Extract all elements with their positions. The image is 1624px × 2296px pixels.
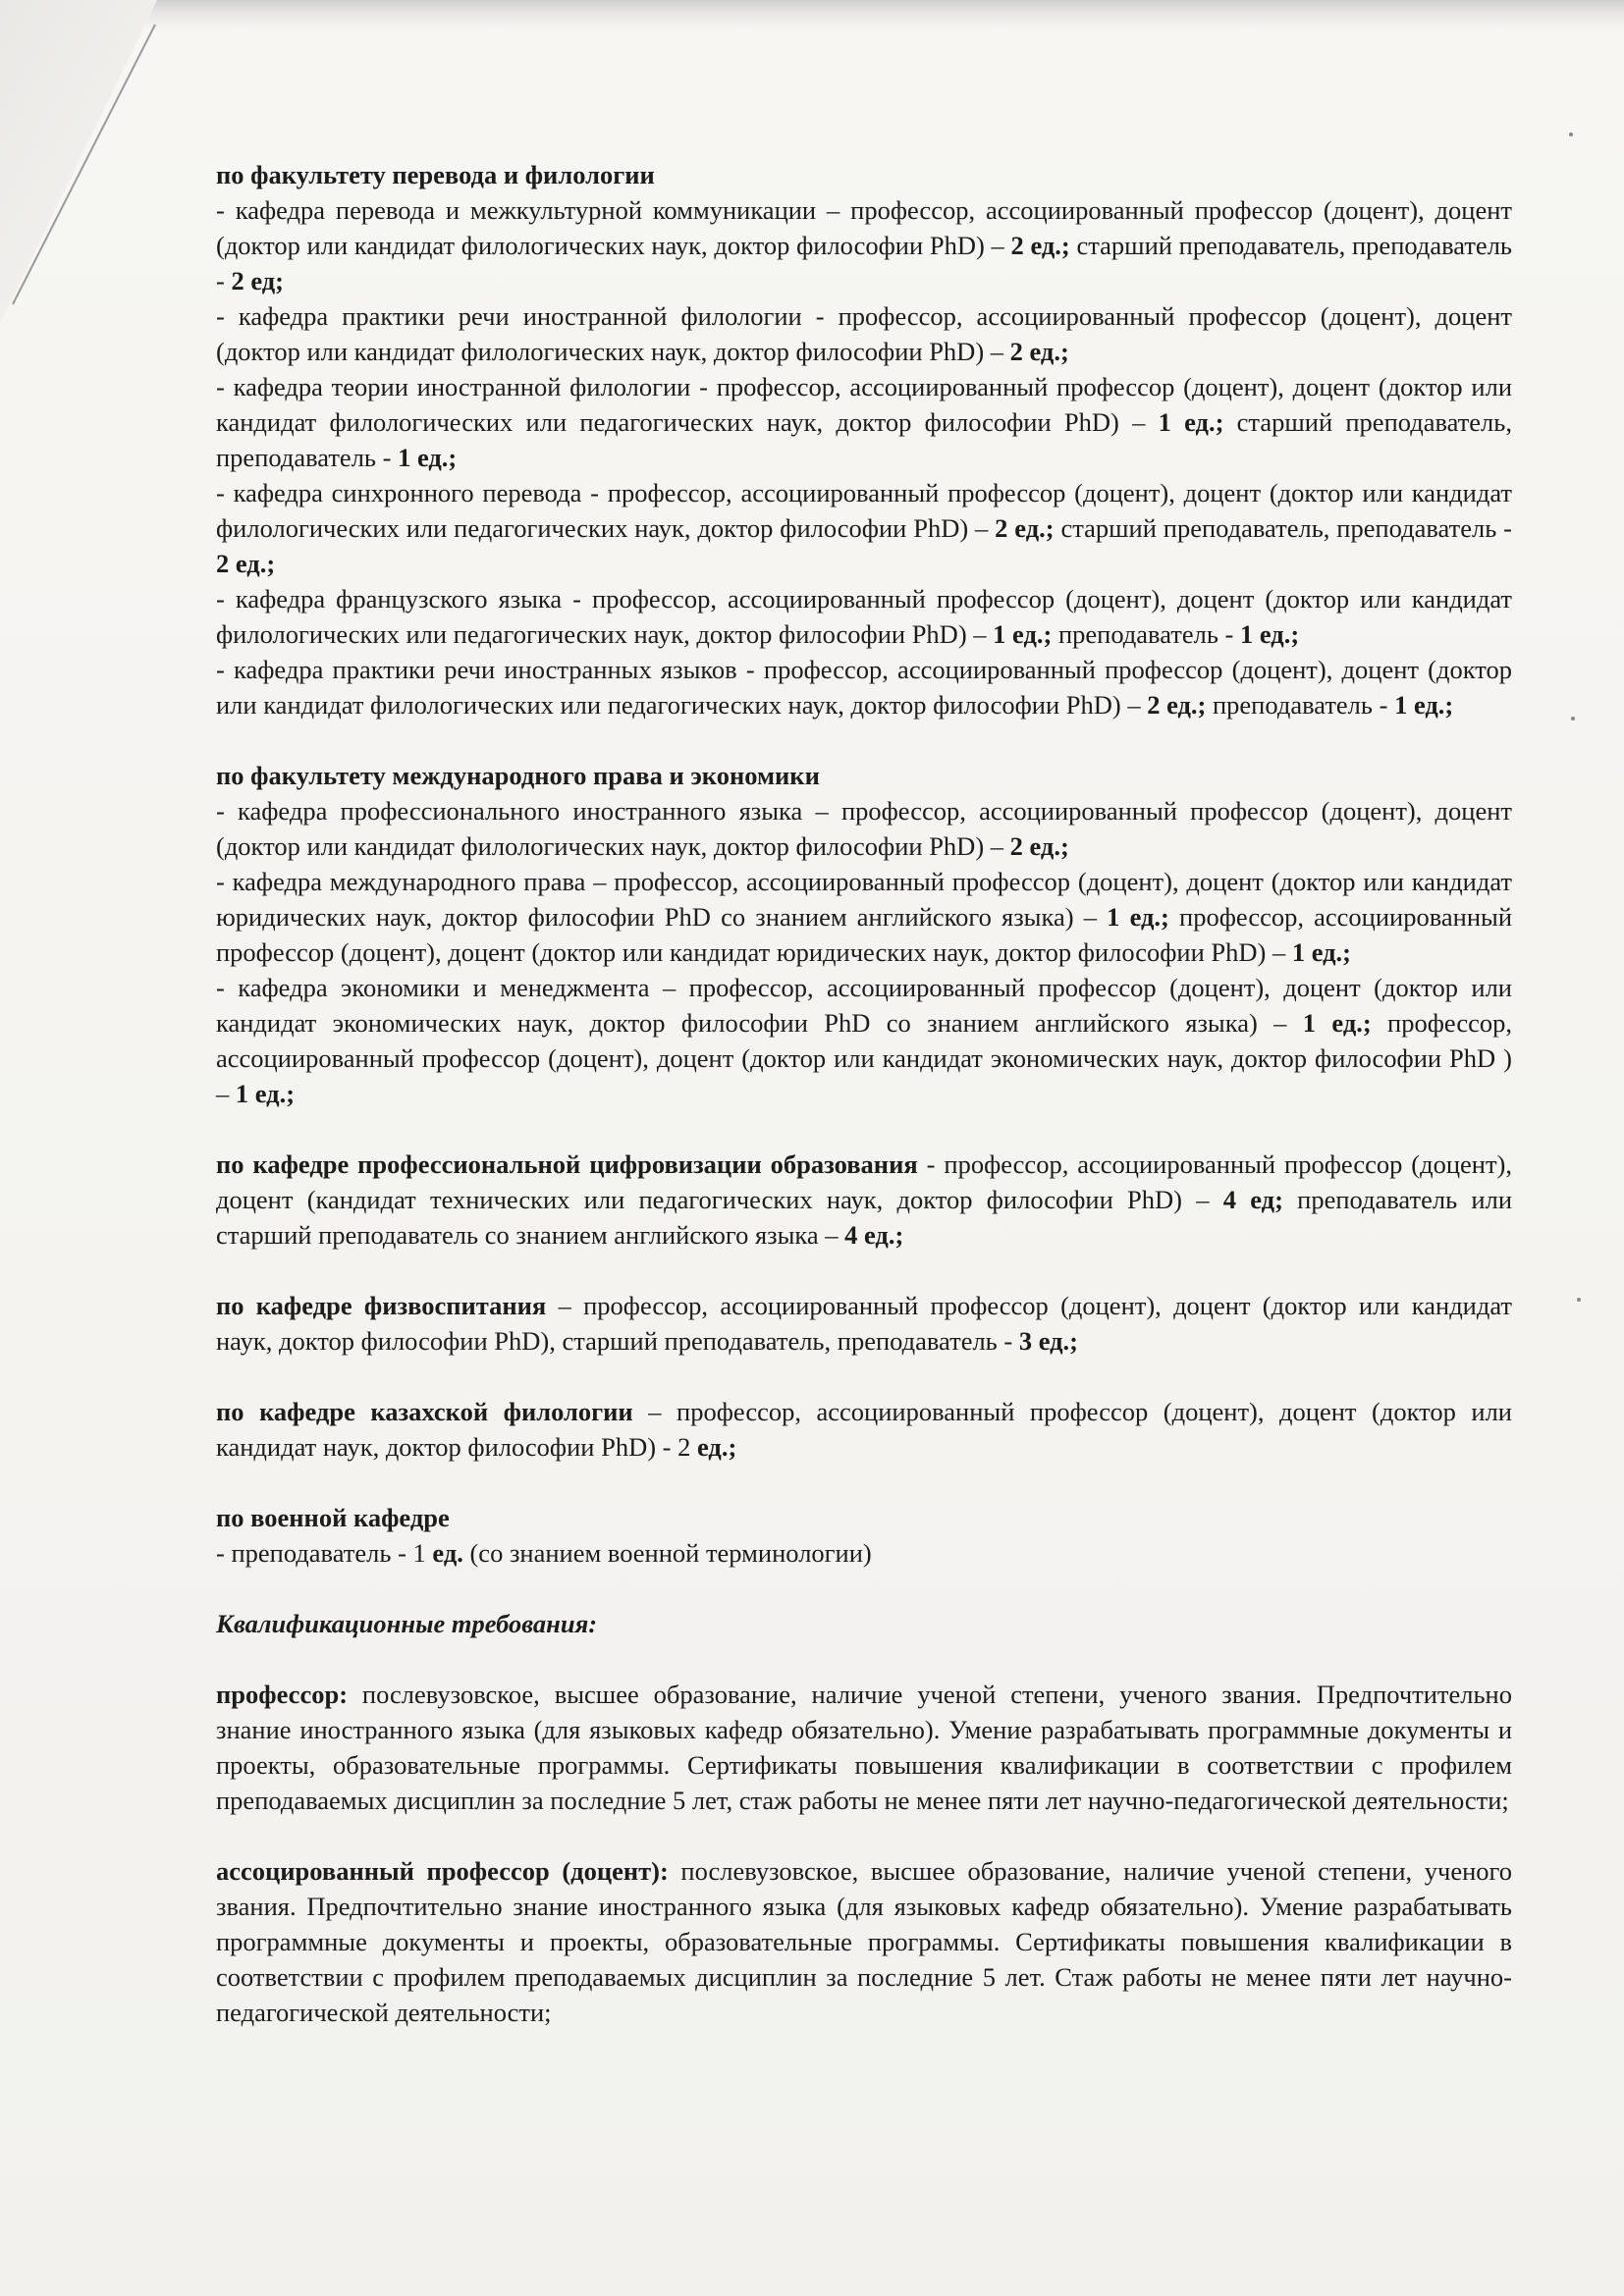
department-heading: по кафедре профессиональной цифровизации образования — [216, 1149, 918, 1179]
department-item: - кафедра теории иностранной филологии - профессор, ассоциированный профессор (доцент), доцент (доктор или кандидат филологических или педагогических наук, доктор философии PhD) – 1 ед.; старший преподаватель, преподаватель - 1 ед.; — [216, 372, 1512, 472]
dept-pe-section: по кафедре физвоспитания – профессор, ассоциированный профессор (доцент), доцент (доктор или кандидат наук, доктор философии PhD), старший преподаватель, преподаватель - 3 ед.; — [216, 1291, 1513, 1356]
qualification-term: ассоцированный профессор (доцент): — [216, 1856, 669, 1886]
qualification-text: послевузовское, высшее образование, наличие ученой степени, ученого звания. Предпочтительно знание иностранного языка (для языковых кафедр обязательно). Умение разрабатывать программные документы и проекты, образовательные программы. Сертификаты повышения квалификации в соответствии с профилем преподаваемых дисциплин за последние 5 лет. Стаж работы не менее пяти лет научно-педагогической деятельности; — [216, 1856, 1512, 2027]
qualification-assoc-professor — [216, 1853, 1512, 2030]
department-item: - кафедра международного права – профессор, ассоциированный профессор (доцент), доцент (доктор или кандидат юридических наук, доктор философии PhD со знанием английского языка) – 1 ед.; профессор, ассоциированный профессор (доцент), доцент (доктор или кандидат юридических наук, доктор философии PhD) – 1 ед.; — [216, 867, 1512, 967]
document-body — [216, 157, 1512, 2030]
scan-dot — [1577, 1298, 1581, 1302]
department-heading: по кафедре физвоспитания — [216, 1291, 547, 1320]
scan-top-edge — [0, 0, 1624, 29]
dept-military-section — [216, 1500, 1512, 1571]
qualification-text: послевузовское, высшее образование, наличие ученой степени, ученого звания. Предпочтительно знание иностранного языка (для языковых кафедр обязательно). Умение разрабатывать программные документы и проекты, образовательные программы. Сертификаты повышения квалификации в соответствии с профилем преподаваемых дисциплин за последние 5 лет, стаж работы не менее пяти лет научно-педагогической деятельности; — [216, 1680, 1512, 1815]
department-item: - преподаватель - 1 ед. (со знанием военной терминологии) — [216, 1538, 872, 1568]
scan-dot — [1569, 133, 1573, 136]
department-item: - кафедра перевода и межкультурной коммуникации – профессор, ассоциированный профессор (доцент), доцент (доктор или кандидат филологических наук, доктор философии PhD) – 2 ед.; старший преподаватель, преподаватель - 2 ед; — [216, 195, 1512, 295]
qualifications-heading-section — [216, 1606, 1512, 1641]
qualification-professor — [216, 1677, 1512, 1818]
corner-fold-line — [8, 20, 165, 314]
department-heading: по кафедре казахской филологии — [216, 1397, 633, 1426]
faculty-translation-section — [216, 157, 1512, 722]
department-item: - кафедра практики речи иностранной филологии - профессор, ассоциированный профессор (доцент), доцент (доктор или кандидат филологических наук, доктор философии PhD) – 2 ед.; — [216, 301, 1512, 366]
department-item: - кафедра профессионального иностранного языка – профессор, ассоциированный профессор (доцент), доцент (доктор или кандидат филологических наук, доктор философии PhD) – 2 ед.; — [216, 796, 1512, 861]
qualification-term: профессор: — [216, 1680, 349, 1709]
faculty-law-section — [216, 758, 1512, 1111]
department-heading: по военной кафедре — [216, 1503, 450, 1532]
faculty-heading: по факультету перевода и филологии — [216, 160, 655, 189]
dept-kazakh-section: по кафедре казахской филологии – профессор, ассоциированный профессор (доцент), доцент (доктор или кандидат наук, доктор философии PhD) - 2 ед.; — [216, 1397, 1512, 1462]
department-item: - кафедра синхронного перевода - профессор, ассоциированный профессор (доцент), доцент (доктор или кандидат филологических или педагогических наук, доктор философии PhD) – 2 ед.; старший преподаватель, преподаватель - 2 ед.; — [216, 478, 1512, 578]
department-item: - кафедра экономики и менеджмента – профессор, ассоциированный профессор (доцент), доцент (доктор или кандидат экономических наук, доктор философии PhD со знанием английского языка) – 1 ед.; профессор, ассоциированный профессор (доцент), доцент (доктор или кандидат экономических наук, доктор философии PhD ) – 1 ед.; — [216, 973, 1512, 1108]
faculty-heading: по факультету международного права и экономики — [216, 761, 820, 790]
dept-digital-section: по кафедре профессиональной цифровизации образования - профессор, ассоциированный профессор (доцент), доцент (кандидат технических или педагогических наук, доктор философии PhD) – 4 ед; преподаватель или старший преподаватель со знанием английского языка – 4 ед.; — [216, 1149, 1512, 1250]
qualifications-heading: Квалификационные требования: — [216, 1609, 598, 1638]
department-item: - кафедра французского языка - профессор, ассоциированный профессор (доцент), доцент (доктор или кандидат филологических или педагогических наук, доктор философии PhD) – 1 ед.; преподаватель - 1 ед.; — [216, 584, 1512, 649]
scan-dot — [1571, 717, 1575, 721]
department-item: - кафедра практики речи иностранных языков - профессор, ассоциированный профессор (доцент), доцент (доктор или кандидат филологических или педагогических наук, доктор философии PhD) – 2 ед.; преподаватель - 1 ед.; — [216, 655, 1512, 720]
